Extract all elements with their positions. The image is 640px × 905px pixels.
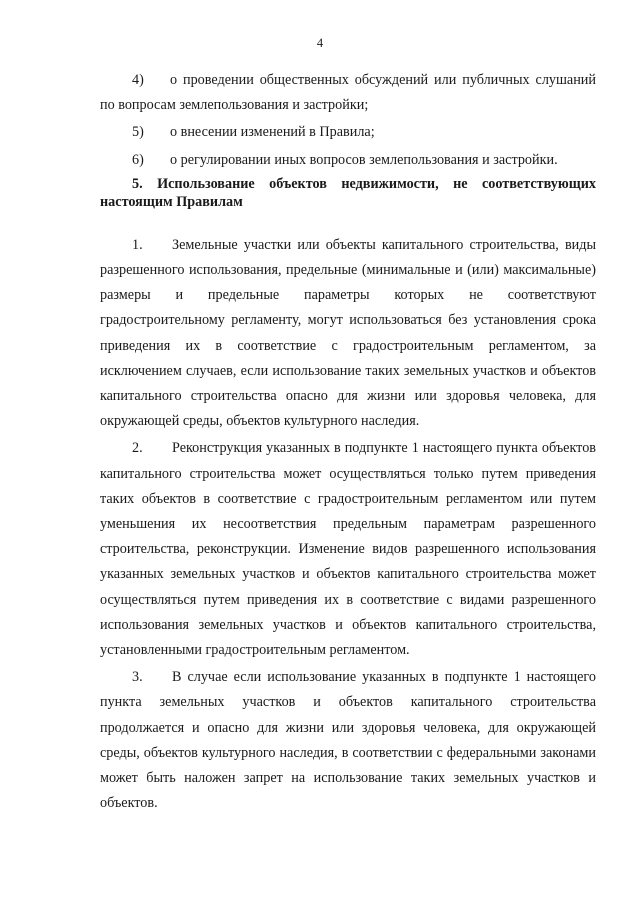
paragraph-text: В случае если использование указанных в подпункте 1 настоящего пункта земельных участков и объектов капитального строительства продолжается и опасно для жизни или здоровья человека, для окружающей среды, объектов культурного наследия, в соответствии с федеральными законами может быть наложен запрет на использование таких земельных участков и объектов.	[100, 669, 596, 812]
paragraph-text: Реконструкция указанных в подпункте 1 настоящего пункта объектов капитального строительства может осуществляться только путем приведения таких объектов в соответствие с градостроительным регламентом или путем уменьшения их несоответствия предельным параметрам разрешенного строительства, реконструкции. Изменение видов разрешенного использования указанных земельных участков и объектов капитального строительства может осуществляться путем приведения их в соответствие с видами разрешенного использования земельных участков и объектов капитального строительства, установленными градостроительным регламентом.	[100, 440, 596, 659]
paragraph-number: 1.	[132, 236, 143, 253]
paragraph-number: 3.	[132, 669, 143, 686]
list-item-number: 5)	[132, 124, 144, 141]
list-item-number: 6)	[132, 151, 144, 168]
section-heading: 5. Использование объектов недвижимости, не соответствующих настоящим Правилам	[100, 175, 596, 210]
paragraph-text: Земельные участки или объекты капитального строительства, виды разрешенного использования, предельные (минимальные и (или) максимальные) размеры и предельные параметры которых не соответствуют градостроительному регламенту, могут использоваться без установления срока приведения их в соответствие с градостроительным регламентом, за исключением случаев, если использование таких земельных участков и объектов капитального строительства опасно для жизни или здоровья человека, для окружающей среды, объектов культурного наследия.	[100, 236, 596, 430]
paragraph-2	[100, 436, 596, 663]
spacer	[100, 211, 596, 233]
list-item	[100, 148, 596, 173]
list-item	[100, 120, 596, 145]
page-number: 4	[316, 36, 324, 50]
paragraph-3	[100, 665, 596, 816]
paragraph-1	[100, 233, 596, 435]
paragraph-number: 2.	[132, 440, 143, 457]
list-item-number: 4)	[132, 72, 144, 88]
list-item-text: о проведении общественных обсуждений или публичных слушаний по вопросам землепользования и застройки;	[100, 72, 596, 114]
list-item-text: о внесении изменений в Правила;	[170, 124, 375, 141]
list-item	[100, 68, 596, 118]
list-item-text: о регулировании иных вопросов землепользования и застройки.	[170, 151, 558, 168]
document-body	[100, 68, 596, 816]
